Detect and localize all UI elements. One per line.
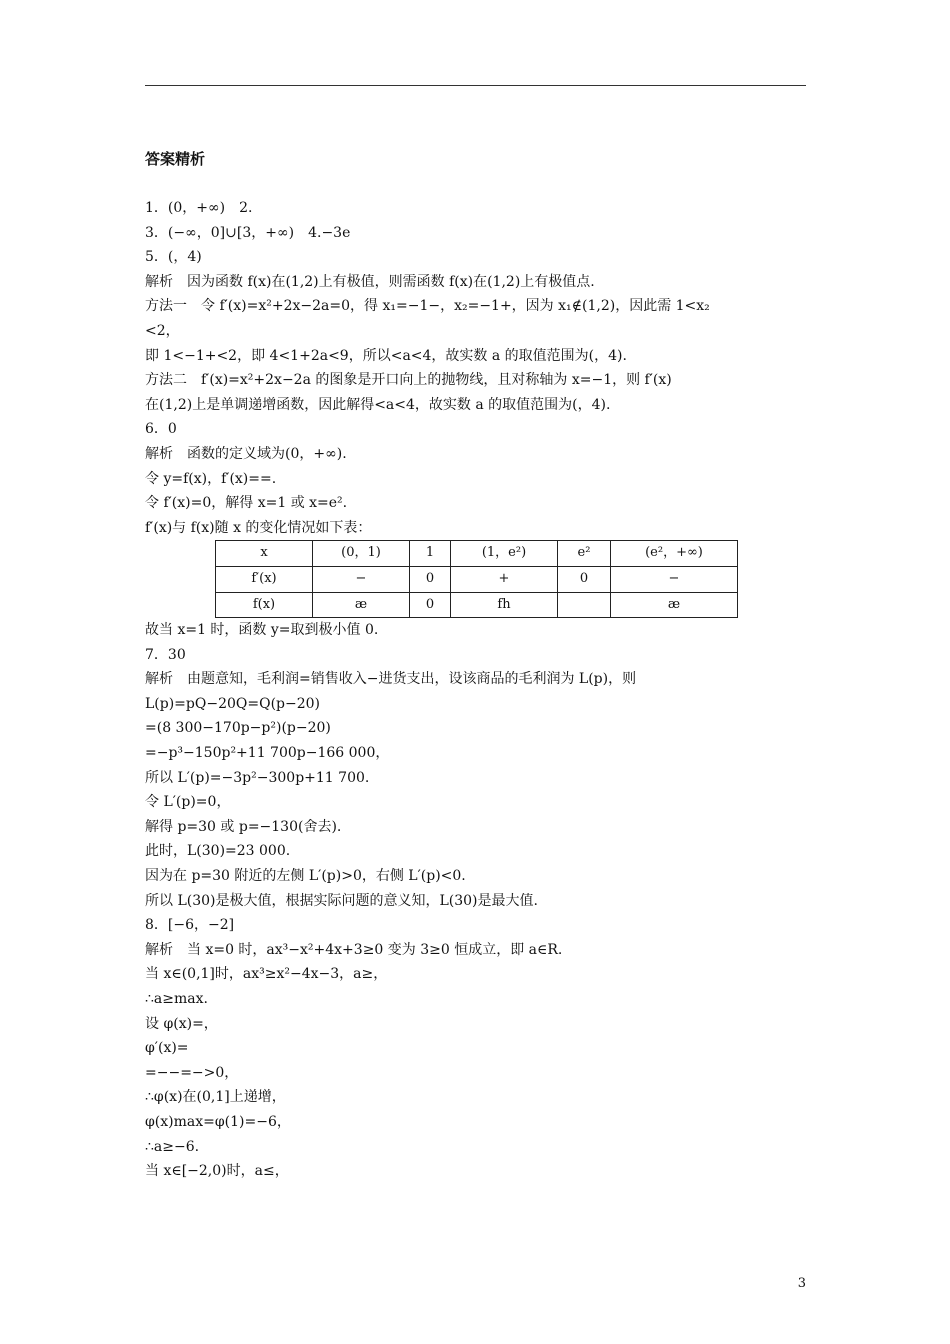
table-cell: (1，e²) [451, 541, 558, 567]
text-line: 当 x∈[−2,0)时，a≤， [145, 1163, 289, 1180]
text-line: 故当 x=1 时，函数 y=取到极小值 0. [145, 622, 379, 639]
text-line: <2， [145, 322, 180, 339]
text-line: 7．30 [145, 646, 186, 663]
text-line: ∴φ(x)在(0,1]上递增， [145, 1089, 286, 1106]
text-line: ∴a≥max. [145, 991, 208, 1007]
section-heading: 答案精析 [145, 150, 206, 168]
text-line: 在(1,2)上是单调递增函数，因此解得<a<4，故实数 a 的取值范围为(，4). [145, 396, 611, 413]
table-row [216, 541, 738, 567]
text-line: 因为在 p=30 附近的左侧 L′(p)>0，右侧 L′(p)<0. [145, 868, 466, 885]
text-line: 解析 函数的定义域为(0，+∞). [145, 445, 347, 462]
answer-content [145, 196, 810, 1184]
table-cell: 0 [558, 566, 611, 592]
table-cell [558, 592, 611, 618]
text-line: =−−=−>0， [145, 1064, 239, 1081]
table-cell: − [313, 566, 410, 592]
table-cell: 0 [410, 566, 451, 592]
text-line: 方法一 令 f′(x)=x²+2x−2a=0，得 x₁=−1−，x₂=−1+，因为 x₁∉(1,2)，因此需 1<x₂ [145, 298, 710, 315]
text-line: 所以 L(30)是极大值，根据实际问题的意义知，L(30)是最大值. [145, 892, 538, 909]
table-cell: + [451, 566, 558, 592]
text-line: 1．(0，+∞) 2. [145, 200, 253, 216]
table-cell: x [216, 541, 313, 567]
table-cell: (e²，+∞) [611, 541, 738, 567]
text-line: 8．[−6，−2] [145, 917, 235, 934]
text-line: 此时，L(30)=23 000. [145, 843, 291, 860]
text-line: =−p³−150p²+11 700p−166 000， [145, 745, 390, 762]
text-line: 方法二 f′(x)=x²+2x−2a 的图象是开口向上的抛物线，且对称轴为 x=−1，则 f′(x) [145, 372, 672, 389]
text-line: 令 L′(p)=0， [145, 794, 231, 811]
variation-table [215, 540, 738, 618]
text-line: φ′(x)= [145, 1040, 189, 1057]
table-row [216, 566, 738, 592]
table-cell: (0，1) [313, 541, 410, 567]
text-line: f′(x)与 f(x)随 x 的变化情况如下表： [145, 519, 372, 536]
table-cell: fh [451, 592, 558, 618]
table-cell: − [611, 566, 738, 592]
text-line: ∴a≥−6. [145, 1138, 200, 1155]
table-cell: 0 [410, 592, 451, 618]
text-line: 解得 p=30 或 p=−130(舍去). [145, 818, 342, 835]
table-cell: æ [313, 592, 410, 618]
text-line: 解析 当 x=0 时，ax³−x²+4x+3≥0 变为 3≥0 恒成立，即 a∈R. [145, 941, 563, 958]
text-line: 解析 由题意知，毛利润=销售收入−进货支出，设该商品的毛利润为 L(p)，则 [145, 671, 637, 688]
text-line: 设 φ(x)=， [145, 1015, 218, 1032]
header-rule [145, 85, 806, 86]
table-row [216, 592, 738, 618]
text-line: 6．0 [145, 421, 177, 438]
table-cell: e² [558, 541, 611, 567]
text-line: 解析 因为函数 f(x)在(1,2)上有极值，则需函数 f(x)在(1,2)上有极值点. [145, 273, 595, 290]
page-number: 3 [797, 1276, 806, 1291]
text-line: φ(x)max=φ(1)=−6， [145, 1113, 291, 1130]
text-line: =(8 300−170p−p²)(p−20) [145, 720, 331, 737]
table-cell: f′(x) [216, 566, 313, 592]
text-line: 即 1<−1+<2，即 4<1+2a<9，所以<a<4，故实数 a 的取值范围为(，4). [145, 347, 627, 364]
table-cell: æ [611, 592, 738, 618]
text-line: 令 f′(x)=0，解得 x=1 或 x=e². [145, 495, 348, 512]
text-line: L(p)=pQ−20Q=Q(p−20) [145, 695, 321, 712]
text-line: 所以 L′(p)=−3p²−300p+11 700. [145, 769, 370, 786]
table-cell: 1 [410, 541, 451, 567]
text-line: 5．(，4) [145, 249, 202, 266]
text-line: 3．(−∞，0]∪[3，+∞) 4.−3e [145, 224, 351, 241]
text-line: 当 x∈(0,1]时，ax³≥x²−4x−3，a≥， [145, 966, 388, 983]
text-line: 令 y=f(x)，f′(x)==. [145, 470, 277, 487]
table-cell: f(x) [216, 592, 313, 618]
